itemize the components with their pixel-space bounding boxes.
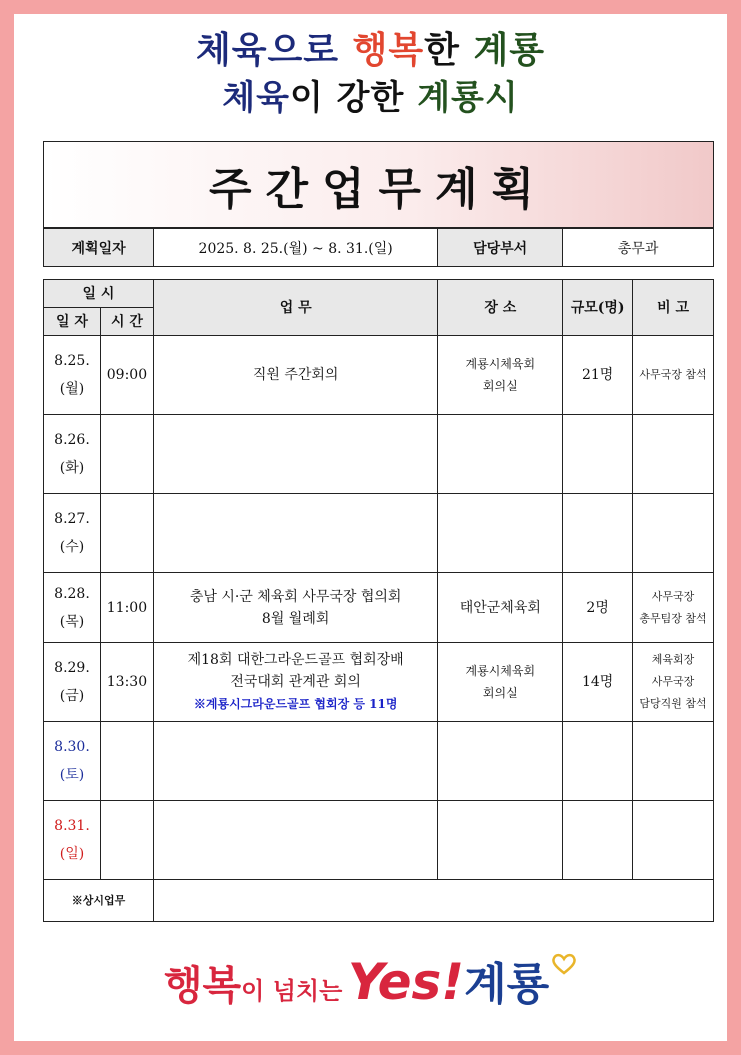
row-remarks <box>633 573 714 643</box>
city-logo <box>0 948 741 1012</box>
row-scale <box>563 415 633 494</box>
slogan-line-2 <box>0 70 741 119</box>
row-place <box>438 722 563 801</box>
task-line: 전국대회 관계관 회의 <box>230 674 361 690</box>
row-remarks <box>633 643 714 722</box>
row-remarks <box>633 336 714 415</box>
row-time: 13:30 <box>100 643 153 722</box>
line2-part: 체육 <box>222 78 290 118</box>
date-text: 8.25. <box>54 353 90 369</box>
remark-line: 총무팀장 참석 <box>639 611 707 625</box>
schedule-rows <box>44 336 714 880</box>
schedule-table <box>43 279 714 922</box>
remark-line: 담당직원 참석 <box>639 697 707 710</box>
row-task <box>153 722 437 801</box>
header-remarks: 비 고 <box>633 280 714 336</box>
row-task <box>153 415 437 494</box>
row-date <box>44 573 101 643</box>
row-date <box>44 415 101 494</box>
row-task <box>153 573 437 643</box>
dept-value: 총무과 <box>563 229 714 267</box>
date-text: 8.26. <box>54 432 90 448</box>
header-task: 업 무 <box>153 280 437 336</box>
row-date <box>44 336 101 415</box>
row-task <box>153 494 437 573</box>
day-text: (일) <box>59 846 85 862</box>
date-text: 8.27. <box>54 511 90 527</box>
table-row <box>44 643 714 722</box>
row-remarks <box>633 801 714 880</box>
row-scale: 2명 <box>563 573 633 643</box>
row-place <box>438 643 563 722</box>
row-time <box>100 801 153 880</box>
remark-line: 체육회장 <box>651 653 695 666</box>
table-row <box>44 573 714 643</box>
row-date <box>44 494 101 573</box>
task-note: ※계룡시그라운드골프 협회장 등 11명 <box>193 697 398 711</box>
row-time <box>100 494 153 573</box>
row-time: 11:00 <box>100 573 153 643</box>
place-line: 회의실 <box>482 686 518 700</box>
date-text: 8.28. <box>54 585 90 602</box>
row-task <box>153 643 437 722</box>
row-task <box>153 801 437 880</box>
line1-part: 계룡 <box>473 30 546 71</box>
header-scale: 규모(명) <box>563 280 633 336</box>
date-text: 8.30. <box>54 739 90 755</box>
row-time <box>100 415 153 494</box>
day-text: (수) <box>59 539 85 555</box>
line2-part: 이 강한 <box>289 78 418 118</box>
remark-line: 사무국장 참석 <box>639 368 707 381</box>
regular-work-label: ※상시업무 <box>44 880 154 922</box>
row-scale: 14명 <box>563 643 633 722</box>
day-text: (목) <box>59 613 85 630</box>
place-line: 계룡시체육회 <box>465 357 536 371</box>
table-row <box>44 336 714 415</box>
plan-date-label: 계획일자 <box>44 229 154 267</box>
row-remarks <box>633 494 714 573</box>
place-line: 태안군체육회 <box>459 599 541 616</box>
row-time <box>100 722 153 801</box>
line1-part: 체육으로 <box>195 30 353 71</box>
table-row <box>44 415 714 494</box>
remark-line: 사무국장 <box>651 589 695 603</box>
place-line: 계룡시체육회 <box>465 664 536 678</box>
day-text: (금) <box>59 688 85 704</box>
line1-part: 한 <box>424 30 474 71</box>
row-remarks <box>633 722 714 801</box>
row-time: 09:00 <box>100 336 153 415</box>
logo-part-4: 계룡 <box>464 959 550 1010</box>
task-line: 제18회 대한그라운드골프 협회장배 <box>187 652 404 668</box>
task-line: 직원 주간회의 <box>252 367 339 383</box>
task-line: 충남 시·군 체육회 사무국장 협의회 <box>189 588 402 605</box>
header-date: 일 자 <box>44 308 101 336</box>
table-row <box>44 722 714 801</box>
row-date <box>44 722 101 801</box>
logo-part-3: Yes! <box>347 953 465 1011</box>
day-text: (월) <box>59 381 85 397</box>
date-text: 8.29. <box>54 660 90 676</box>
table-row <box>44 801 714 880</box>
info-table <box>43 228 714 267</box>
row-scale <box>563 801 633 880</box>
heart-outline-icon <box>551 953 577 979</box>
day-text: (토) <box>59 767 85 783</box>
row-scale: 21명 <box>563 336 633 415</box>
header-time: 시 간 <box>100 308 153 336</box>
row-remarks <box>633 415 714 494</box>
day-text: (화) <box>59 460 85 476</box>
row-place <box>438 494 563 573</box>
logo-part-2: 이 넘치는 <box>241 977 343 1005</box>
row-place <box>438 801 563 880</box>
row-place <box>438 573 563 643</box>
plan-date-value: 2025. 8. 25.(월) ~ 8. 31.(일) <box>154 229 438 267</box>
table-row <box>44 494 714 573</box>
row-date <box>44 643 101 722</box>
line2-part: 계룡시 <box>417 78 519 118</box>
task-line: 8월 월례회 <box>261 610 330 627</box>
row-date <box>44 801 101 880</box>
dept-label: 담당부서 <box>438 229 563 267</box>
header-place: 장 소 <box>438 280 563 336</box>
row-scale <box>563 722 633 801</box>
line1-part: 행복 <box>352 30 425 71</box>
document-title: 주간업무계획 <box>43 141 714 228</box>
date-text: 8.31. <box>54 818 90 834</box>
row-scale <box>563 494 633 573</box>
row-task <box>153 336 437 415</box>
regular-work-value <box>153 880 713 922</box>
row-place <box>438 415 563 494</box>
logo-part-1: 행복 <box>163 963 242 1009</box>
place-line: 회의실 <box>482 379 518 393</box>
slogan-line-1 <box>0 22 741 73</box>
remark-line: 사무국장 <box>651 675 695 688</box>
header-datetime: 일 시 <box>44 280 154 308</box>
row-place <box>438 336 563 415</box>
